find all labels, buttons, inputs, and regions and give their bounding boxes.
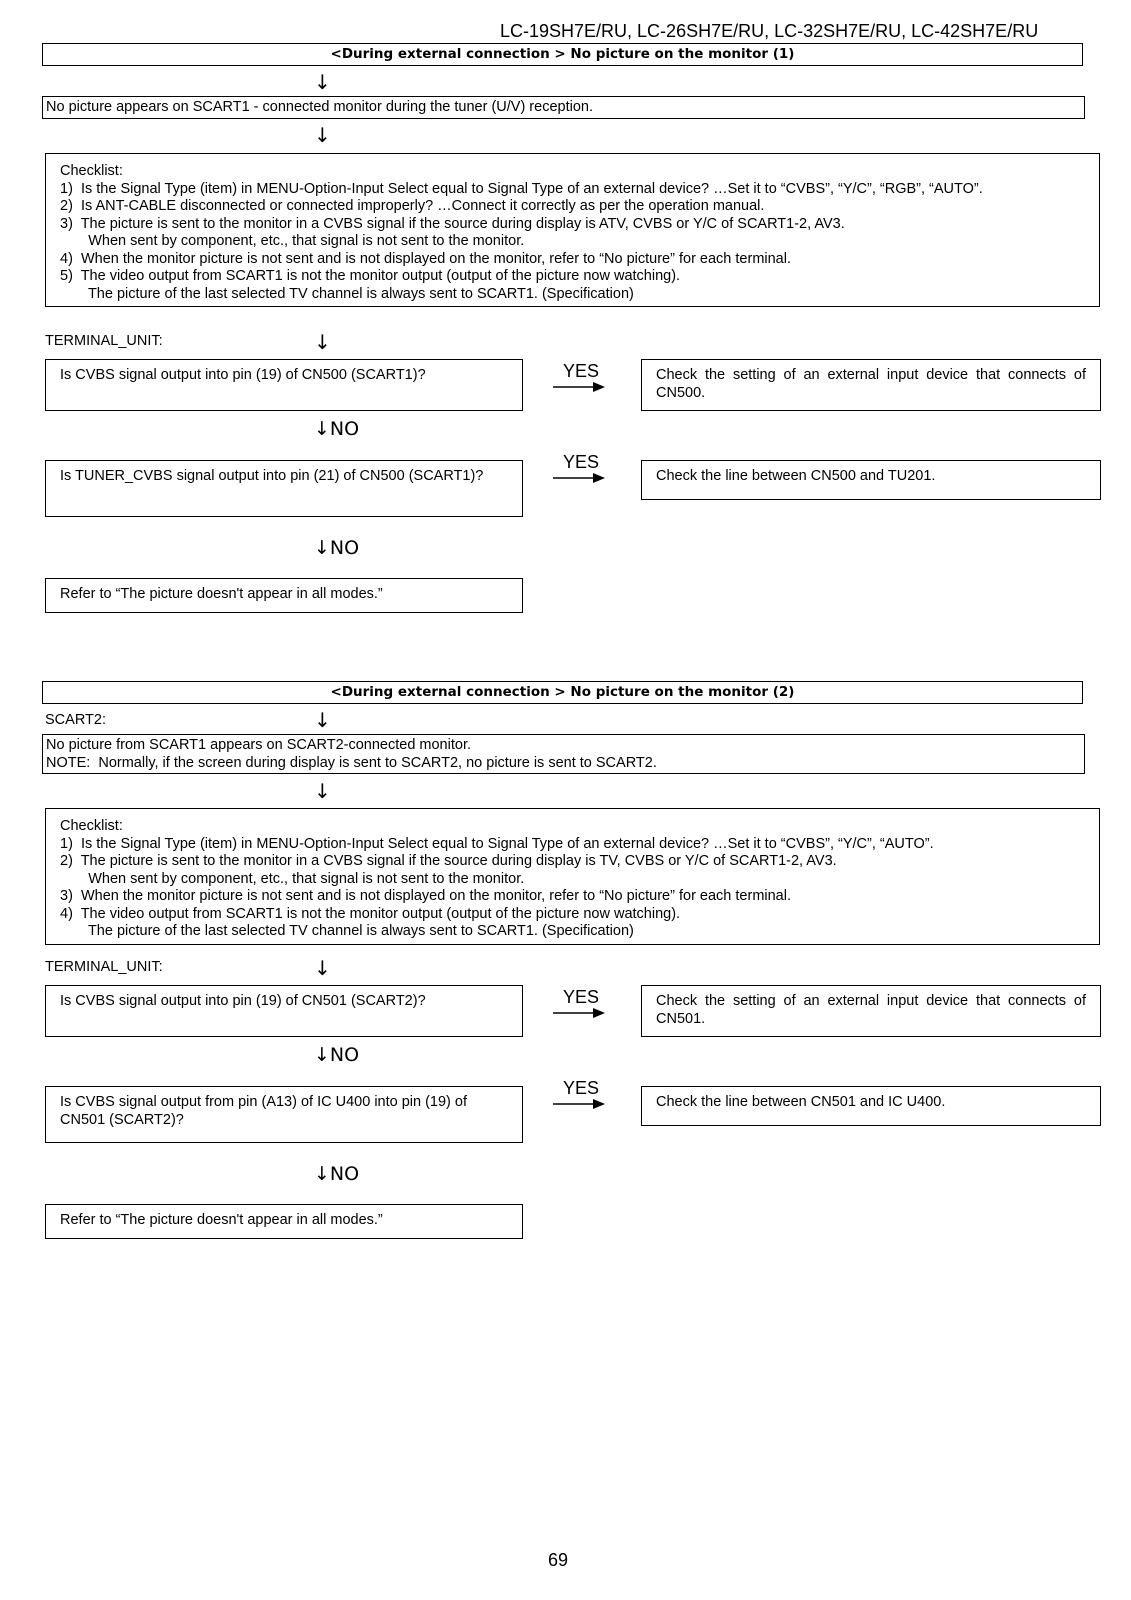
checklist-item: The picture of the last selected TV channel is always sent to SCART1. (Specification) <box>60 923 634 939</box>
down-arrow-icon: ↓ <box>314 330 331 354</box>
question-text: Is CVBS signal output into pin (19) of CN501 (SCART2)? <box>60 993 426 1009</box>
question-box <box>45 1086 523 1143</box>
section1-checklist <box>45 153 1100 307</box>
down-arrow-icon: ↓ <box>314 70 331 94</box>
symptom-text: No picture from SCART1 appears on SCART2-connected monitor. <box>46 737 471 753</box>
question-text: Is CVBS signal output into pin (19) of CN500 (SCART1)? <box>60 367 426 383</box>
question-text: Is CVBS signal output from pin (A13) of IC U400 into pin (19) of CN501 (SCART2)? <box>60 1094 468 1128</box>
no-label: ↓NO <box>314 1044 360 1066</box>
checklist-item: 1) Is the Signal Type (item) in MENU-Option-Input Select equal to Signal Type of an external device? …Set it to “CVBS”, “Y/C”, “AUTO”. <box>60 835 934 852</box>
answer-box <box>641 985 1101 1037</box>
checklist-item: 4) When the monitor picture is not sent and is not displayed on the monitor, refer to “No picture” for each terminal. <box>60 250 791 267</box>
refer-text: Refer to “The picture doesn't appear in all modes.” <box>60 586 383 602</box>
no-label: ↓NO <box>314 537 360 559</box>
note-text: NOTE: Normally, if the screen during display is sent to SCART2, no picture is sent to SCART2. <box>46 754 657 771</box>
checklist-heading: Checklist: <box>60 818 123 834</box>
question-text: Is TUNER_CVBS signal output into pin (21) of CN500 (SCART1)? <box>60 468 484 484</box>
down-arrow-icon: ↓ <box>314 779 331 803</box>
answer-text: Check the line between CN501 and IC U400. <box>656 1094 946 1110</box>
answer-box <box>641 460 1101 500</box>
yes-label: YES <box>563 1078 600 1098</box>
yes-label: YES <box>563 987 600 1007</box>
answer-box <box>641 359 1101 411</box>
section2-title: <During external connection > No picture on the monitor (2) <box>42 681 1083 704</box>
yes-label: YES <box>563 452 600 472</box>
down-arrow-icon: ↓ <box>314 123 331 147</box>
checklist-item: 3) When the monitor picture is not sent and is not displayed on the monitor, refer to “No picture” for each terminal. <box>60 888 791 904</box>
answer-box <box>641 1086 1101 1126</box>
terminal-unit-label: TERMINAL_UNIT: <box>45 959 163 975</box>
model-header: LC-19SH7E/RU, LC-26SH7E/RU, LC-32SH7E/RU, LC-42SH7E/RU <box>500 21 1039 41</box>
question-box <box>45 359 523 411</box>
answer-text: Check the line between CN500 and TU201. <box>656 468 936 484</box>
section1-symptom <box>42 96 1085 119</box>
symptom-text: No picture appears on SCART1 - connected monitor during the tuner (U/V) reception. <box>46 99 593 115</box>
right-arrow-icon <box>553 471 605 485</box>
terminal-unit-label: TERMINAL_UNIT: <box>45 333 163 349</box>
down-arrow-icon: ↓ <box>314 708 331 732</box>
checklist-item: 1) Is the Signal Type (item) in MENU-Option-Input Select equal to Signal Type of an external device? …Set it to “CVBS”, “Y/C”, “RGB”, “AUTO”. <box>60 180 983 197</box>
checklist-item: When sent by component, etc., that signal is not sent to the monitor. <box>60 233 525 249</box>
checklist-heading: Checklist: <box>60 163 123 179</box>
answer-text: Check the setting of an external input device that connects of CN501. <box>656 993 1086 1027</box>
question-box <box>45 460 523 517</box>
answer-text: Check the setting of an external input device that connects of CN500. <box>656 367 1086 401</box>
right-arrow-icon <box>553 1097 605 1111</box>
section1-title: <During external connection > No picture on the monitor (1) <box>42 43 1083 66</box>
scart2-label: SCART2: <box>45 712 106 728</box>
down-arrow-icon: ↓ <box>314 956 331 980</box>
refer-text: Refer to “The picture doesn't appear in all modes.” <box>60 1212 383 1228</box>
page-number: 69 <box>548 1550 569 1570</box>
yes-label: YES <box>563 361 600 381</box>
checklist-item: The picture of the last selected TV channel is always sent to SCART1. (Specification) <box>60 285 634 302</box>
section2-symptom <box>42 734 1085 774</box>
right-arrow-icon <box>553 1006 605 1020</box>
section2-checklist <box>45 808 1100 945</box>
refer-box <box>45 578 523 613</box>
refer-box <box>45 1204 523 1239</box>
checklist-item: When sent by component, etc., that signal is not sent to the monitor. <box>60 870 525 887</box>
question-box <box>45 985 523 1037</box>
right-arrow-icon <box>553 380 605 394</box>
checklist-item: 3) The picture is sent to the monitor in a CVBS signal if the source during display is ATV, CVBS or Y/C of SCART1-2, AV3. <box>60 215 845 232</box>
checklist-item: 5) The video output from SCART1 is not the monitor output (output of the picture now watching). <box>60 268 681 284</box>
checklist-item: 2) The picture is sent to the monitor in a CVBS signal if the source during display is TV, CVBS or Y/C of SCART1-2, AV3. <box>60 853 837 869</box>
no-label: ↓NO <box>314 1163 360 1185</box>
checklist-item: 4) The video output from SCART1 is not the monitor output (output of the picture now watching). <box>60 905 681 922</box>
checklist-item: 2) Is ANT-CABLE disconnected or connected improperly? …Connect it correctly as per the operation manual. <box>60 198 765 214</box>
no-label: ↓NO <box>314 418 360 440</box>
